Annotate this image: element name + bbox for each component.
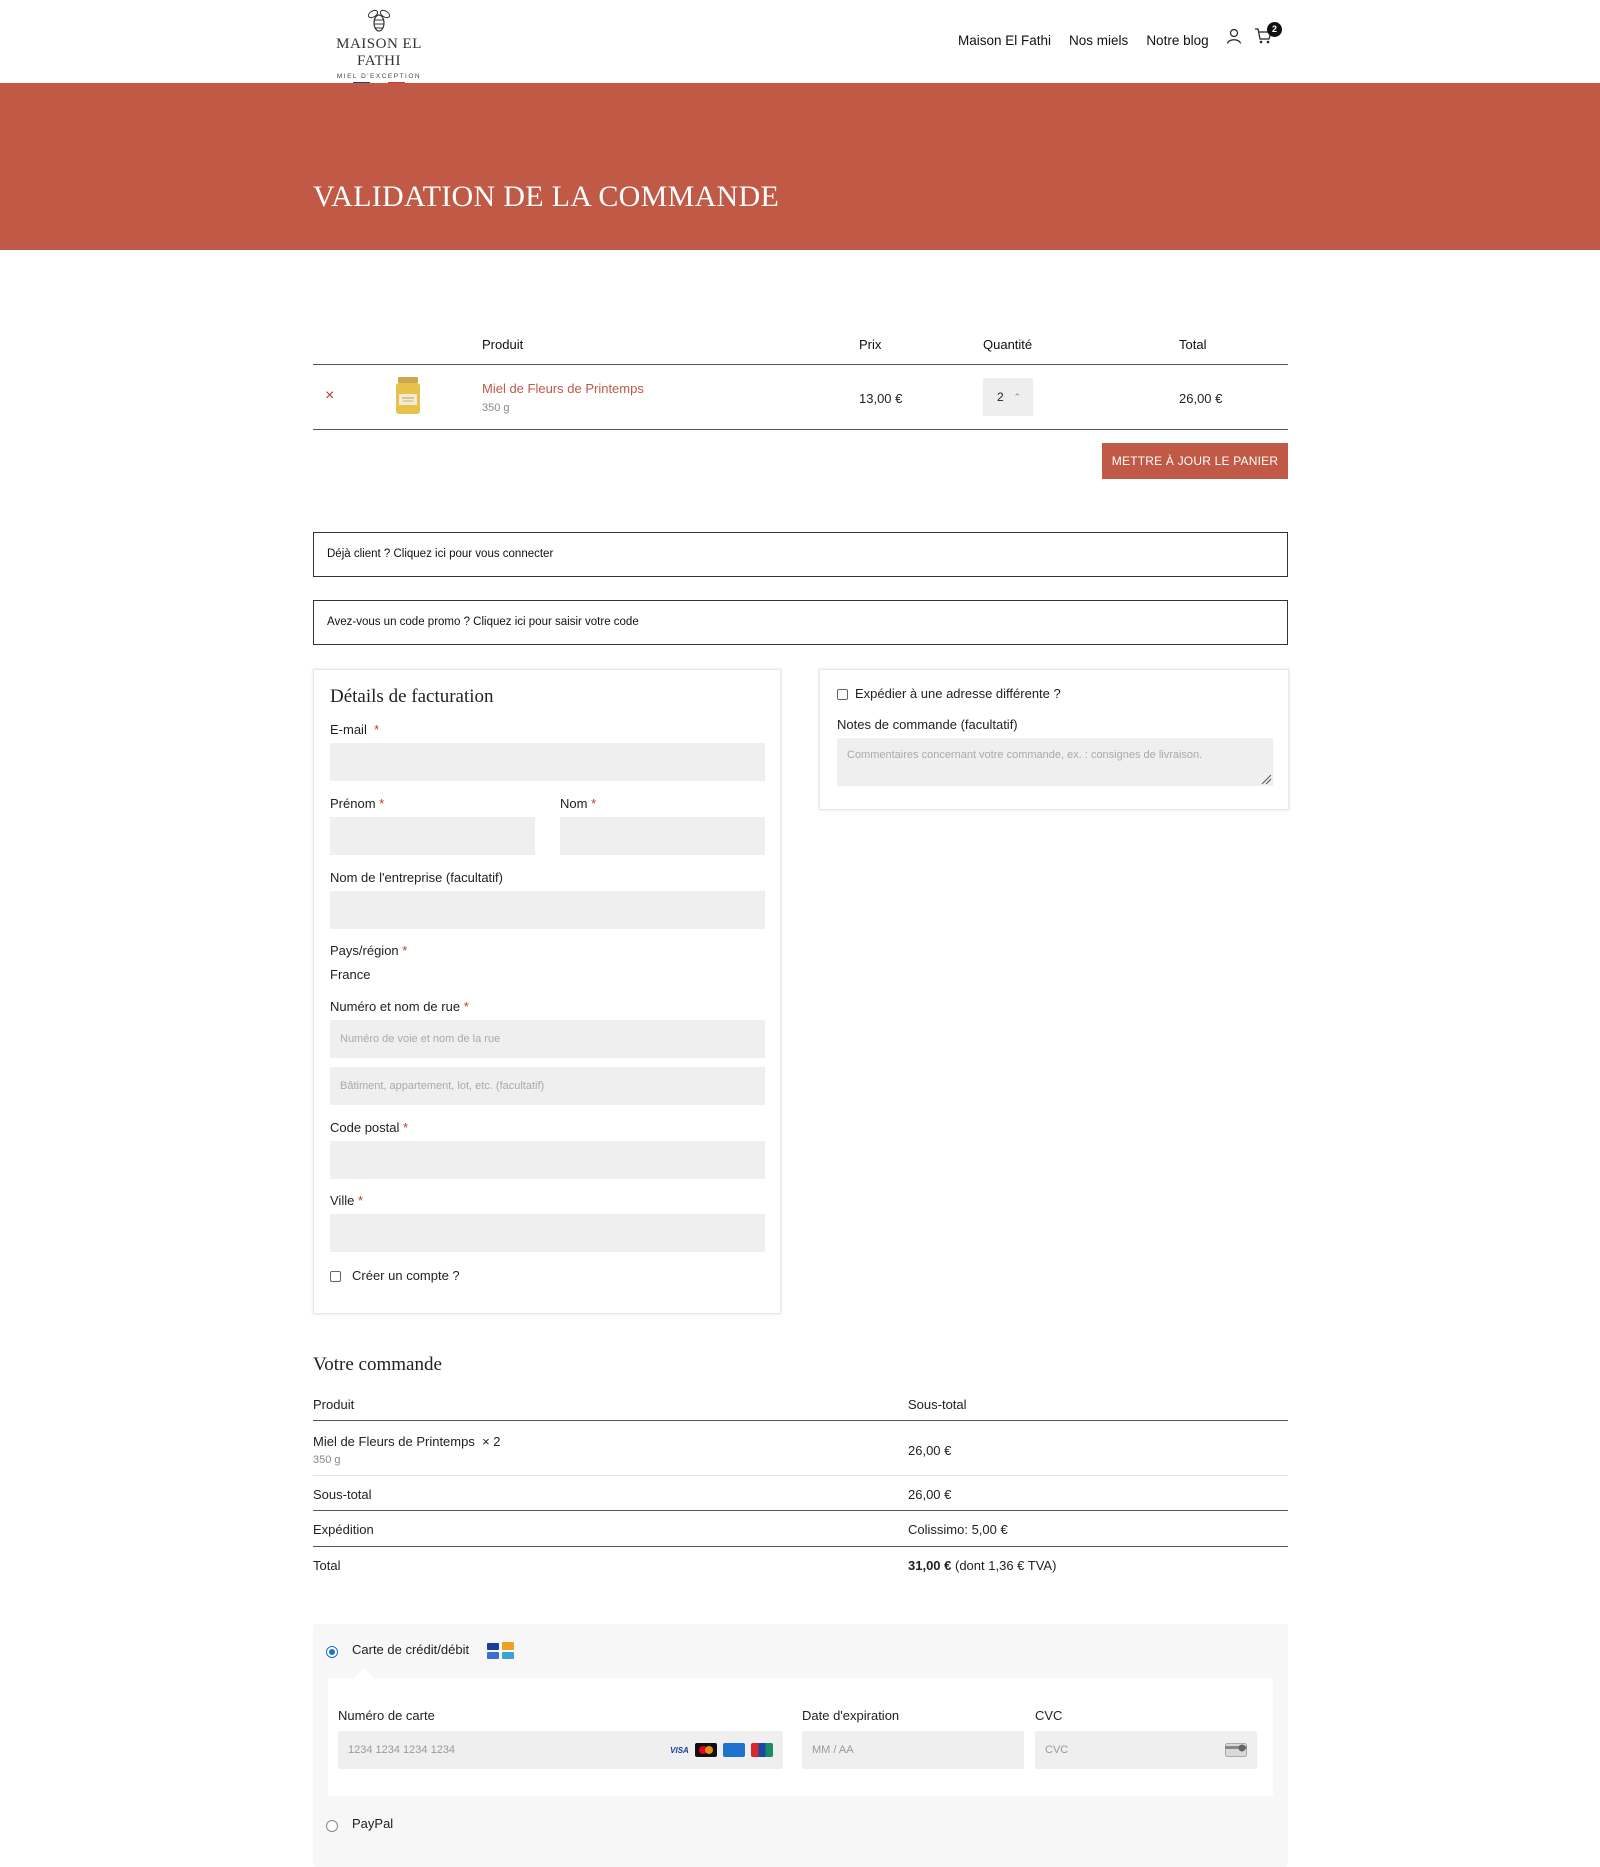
card-brands-icon — [486, 1641, 516, 1661]
card-method-label: Carte de crédit/débit — [352, 1642, 470, 1657]
site-header — [0, 0, 1600, 83]
page-banner — [0, 83, 1600, 250]
card-number-input[interactable]: 1234 1234 1234 1234 VISA — [338, 1731, 783, 1769]
create-account-label: Créer un compte ? — [352, 1268, 460, 1283]
order-col-subtotal: Sous-total — [908, 1397, 967, 1412]
shipping-label: Expédition — [313, 1522, 374, 1537]
company-label: Nom de l'entreprise (facultatif) — [330, 870, 503, 885]
nav-item-miels[interactable]: Nos miels — [1069, 33, 1129, 48]
order-review-title: Votre commande — [313, 1354, 442, 1375]
order-review-header — [313, 1387, 1288, 1421]
total-label: Total — [313, 1558, 341, 1573]
order-notes-label: Notes de commande (facultatif) — [837, 717, 1018, 732]
shipping-panel — [819, 669, 1289, 810]
shipping-row — [313, 1511, 1288, 1547]
city-field[interactable] — [330, 1214, 765, 1252]
resize-handle-icon[interactable] — [1260, 773, 1272, 785]
quantity-stepper[interactable] — [983, 378, 1033, 416]
cart-count-badge: 2 — [1267, 22, 1282, 37]
billing-title: Détails de facturation — [330, 686, 494, 707]
cvc-label: CVC — [1035, 1708, 1063, 1723]
brand-logo[interactable] — [313, 6, 445, 78]
brand-tagline: MIEL D'EXCEPTION — [336, 73, 422, 80]
cart-product-weight: 350 g — [482, 402, 510, 414]
email-field[interactable] — [330, 743, 765, 781]
ship-different-label: Expédier à une adresse différente ? — [855, 686, 1061, 701]
cart-product-link[interactable]: Miel de Fleurs de Printemps — [482, 381, 644, 396]
subtotal-value: 26,00 € — [908, 1487, 952, 1502]
cart-product-total: 26,00 € — [1179, 391, 1223, 406]
card-number-label: Numéro de carte — [338, 1708, 435, 1723]
quantity-value: 2 — [997, 390, 1004, 404]
ship-different-checkbox[interactable] — [837, 689, 848, 700]
bee-icon — [366, 6, 392, 34]
street-field[interactable]: Numéro de voie et nom de la rue — [330, 1020, 765, 1058]
col-quantity: Quantité — [983, 337, 1033, 352]
user-icon[interactable] — [1226, 28, 1242, 47]
email-label: E-mail * — [330, 722, 380, 737]
country-label: Pays/région * — [330, 943, 408, 958]
total-value-group: 31,00 € (dont 1,36 € TVA) — [908, 1558, 1057, 1573]
table-row — [313, 365, 1288, 430]
firstname-field[interactable] — [330, 817, 535, 855]
cvc-input[interactable]: CVC — [1035, 1731, 1257, 1769]
header-icons — [1226, 24, 1277, 47]
login-notice[interactable]: Déjà client ? Cliquez ici pour vous connecter — [313, 532, 1288, 577]
lastname-label: Nom * — [560, 796, 597, 811]
expiry-label: Date d'expiration — [802, 1708, 900, 1723]
order-review-table — [313, 1387, 1288, 1583]
order-col-product: Produit — [313, 1397, 355, 1412]
page-title: VALIDATION DE LA COMMANDE — [313, 180, 780, 213]
nav-item-maison[interactable]: Maison El Fathi — [958, 33, 1052, 48]
order-item-weight: 350 g — [313, 1454, 341, 1466]
cart-icon[interactable] — [1254, 24, 1277, 47]
street2-field[interactable]: Bâtiment, appartement, lot, etc. (facultatif) — [330, 1067, 765, 1105]
col-price: Prix — [859, 337, 882, 352]
firstname-label: Prénom * — [330, 796, 385, 811]
order-item-total: 26,00 € — [908, 1443, 952, 1458]
card-form — [328, 1678, 1273, 1796]
subtotal-row — [313, 1476, 1288, 1511]
update-cart-button[interactable]: METTRE À JOUR LE PANIER — [1102, 443, 1288, 479]
country-value: France — [330, 967, 371, 982]
remove-item-icon[interactable]: × — [325, 387, 335, 404]
cvc-card-icon — [1225, 1743, 1247, 1757]
cart-table-header — [313, 325, 1288, 365]
subtotal-label: Sous-total — [313, 1487, 372, 1502]
create-account-checkbox[interactable] — [330, 1271, 341, 1282]
coupon-notice[interactable]: Avez-vous un code promo ? Cliquez ici pour saisir votre code — [313, 600, 1288, 645]
brand-name: MAISON EL FATHI — [336, 36, 422, 69]
honey-jar-thumbnail[interactable] — [393, 377, 423, 415]
table-row — [313, 1421, 1288, 1476]
company-field[interactable] — [330, 891, 765, 929]
billing-panel — [313, 669, 781, 1314]
lastname-field[interactable] — [560, 817, 765, 855]
col-product: Produit — [482, 337, 524, 352]
accepted-cards-icon: VISA — [670, 1731, 773, 1770]
payment-methods — [313, 1624, 1288, 1867]
col-total: Total — [1179, 337, 1207, 352]
card-payment-radio[interactable] — [326, 1646, 338, 1658]
nav-item-blog[interactable]: Notre blog — [1146, 33, 1209, 48]
order-item-name: Miel de Fleurs de Printemps × 2 — [313, 1434, 501, 1449]
main-nav — [958, 33, 1209, 48]
expiry-input[interactable]: MM / AA — [802, 1731, 1024, 1769]
total-row — [313, 1547, 1288, 1583]
cart-table — [313, 325, 1288, 430]
cart-product-price: 13,00 € — [859, 391, 903, 406]
paypal-radio[interactable] — [326, 1820, 338, 1832]
street-label: Numéro et nom de rue * — [330, 999, 469, 1014]
city-label: Ville * — [330, 1193, 364, 1208]
postcode-field[interactable] — [330, 1141, 765, 1179]
shipping-value: Colissimo: 5,00 € — [908, 1522, 1008, 1537]
paypal-label: PayPal — [352, 1816, 394, 1831]
stepper-arrows-icon[interactable]: ⌃ — [1013, 392, 1021, 402]
order-notes-textarea[interactable]: Commentaires concernant votre commande, ex. : consignes de livraison. — [837, 738, 1273, 786]
postcode-label: Code postal * — [330, 1120, 409, 1135]
